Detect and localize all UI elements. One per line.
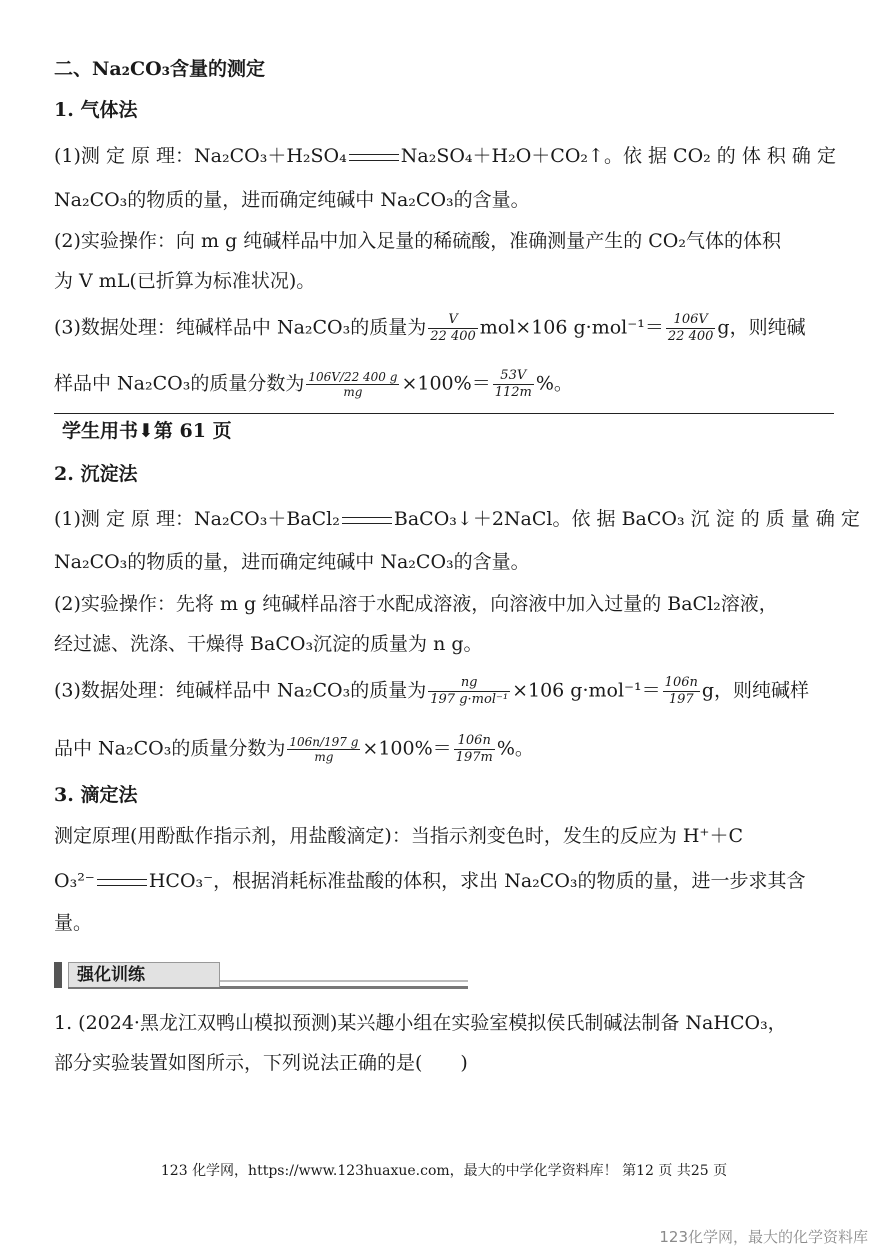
question-1-line2: 部分实验装置如图所示，下列说法正确的是( ) bbox=[54, 1052, 468, 1074]
ppt-data-label: (3)数据处理：纯碱样品中 Na₂CO₃的质量为 bbox=[54, 679, 427, 702]
titration-line1: 测定原理(用酚酞作指示剂，用盐酸滴定)：当指示剂变色时，发生的反应为 H⁺＋C bbox=[54, 825, 744, 847]
fraction-denominator: 197 g·mol⁻¹ bbox=[430, 692, 509, 707]
fraction-denominator: 22 400 bbox=[667, 329, 714, 344]
gas-principle-suffix: 。依 据 CO₂ 的 体 积 确 定 bbox=[603, 145, 836, 167]
gas-operation-line2: 为 V mL(已折算为标准状况)。 bbox=[54, 270, 316, 292]
divider bbox=[54, 413, 834, 414]
gas-principle-label: (1)测 定 原 理： bbox=[54, 145, 195, 167]
practice-section-tag bbox=[54, 962, 414, 988]
ppt-eq-left: Na₂CO₃＋BaCl₂ bbox=[194, 508, 340, 530]
gas-data-mid: mol×106 g·mol⁻¹＝ bbox=[479, 316, 664, 339]
ppt-data-mid: ×106 g·mol⁻¹＝ bbox=[512, 679, 661, 702]
tag-bar bbox=[54, 962, 62, 988]
fraction bbox=[493, 368, 534, 401]
fraction bbox=[666, 312, 716, 345]
practice-label: 强化训练 bbox=[68, 962, 220, 987]
fraction-denominator: 197m bbox=[455, 750, 493, 765]
ppt-data-line2 bbox=[54, 733, 534, 766]
fraction-numerator: 106n/197 g bbox=[289, 735, 359, 749]
titration-eq-left: O₃²⁻ bbox=[54, 870, 95, 892]
ppt-eq-right: BaCO₃↓＋2NaCl bbox=[393, 508, 553, 530]
gas-fraction-label: 样品中 Na₂CO₃的质量分数为 bbox=[54, 372, 305, 395]
page-footer: 123 化学网，https://www.123huaxue.com，最大的中学化学资料库！ 第12 页 共25 页 bbox=[160, 1163, 728, 1179]
fraction-numerator: 106V/22 400 g bbox=[308, 370, 398, 384]
fraction-numerator: 106V bbox=[666, 312, 716, 329]
gas-data-line2 bbox=[54, 368, 573, 401]
fraction-numerator: ng bbox=[428, 675, 510, 692]
ppt-data-suffix: g，则纯碱样 bbox=[701, 679, 810, 702]
fraction-numerator: 53V bbox=[493, 368, 534, 385]
fraction bbox=[428, 312, 478, 345]
question-1-line1: 1. (2024·黑龙江双鸭山模拟预测)某兴趣小组在实验室模拟侯氏制碱法制备 NaHCO₃， bbox=[54, 1012, 787, 1034]
gas-data-line1 bbox=[54, 312, 806, 345]
watermark: 123化学网，最大的化学资料库 bbox=[659, 1228, 868, 1246]
titration-eq-right: HCO₃⁻，根据消耗标准盐酸的体积，求出 Na₂CO₃的物质的量，进一步求其含 bbox=[148, 870, 806, 892]
ppt-operation-line2: 经过滤、洗涤、干燥得 BaCO₃沉淀的质量为 n g。 bbox=[54, 633, 483, 655]
gas-fraction-mid: ×100%＝ bbox=[401, 372, 491, 395]
titration-line2 bbox=[54, 868, 806, 894]
ppt-operation-line1: (2)实验操作：先将 m g 纯碱样品溶于水配成溶液，向溶液中加入过量的 BaCl₂溶液， bbox=[54, 593, 778, 615]
fraction bbox=[454, 733, 495, 766]
fraction-numerator: 106n bbox=[454, 733, 495, 750]
ppt-principle-line2: Na₂CO₃的物质的量，进而确定纯碱中 Na₂CO₃的含量。 bbox=[54, 551, 530, 573]
ppt-principle-line1 bbox=[54, 506, 860, 532]
fraction bbox=[428, 675, 510, 708]
method-gas-title: 1. 气体法 bbox=[54, 99, 138, 121]
tag-underline-light bbox=[210, 980, 468, 982]
student-book-ref: 学生用书⬇第 61 页 bbox=[62, 420, 232, 442]
ppt-fraction-mid: ×100%＝ bbox=[362, 737, 452, 760]
fraction-denominator: mg bbox=[343, 385, 363, 399]
fraction bbox=[287, 735, 360, 764]
gas-data-suffix: g，则纯碱 bbox=[717, 316, 806, 339]
section-title: 二、Na₂CO₃含量的测定 bbox=[54, 58, 265, 80]
ppt-data-line1 bbox=[54, 675, 809, 708]
fraction-denominator: 22 400 bbox=[430, 329, 476, 344]
fraction-denominator: 112m bbox=[494, 385, 532, 400]
equals-arrow bbox=[349, 154, 399, 161]
titration-line3: 量。 bbox=[54, 912, 93, 934]
gas-principle-line1 bbox=[54, 143, 836, 169]
fraction-numerator: 106n bbox=[664, 675, 698, 690]
fraction bbox=[306, 370, 399, 399]
gas-data-label: (3)数据处理：纯碱样品中 Na₂CO₃的质量为 bbox=[54, 316, 427, 339]
equals-arrow bbox=[342, 517, 392, 524]
gas-fraction-suffix: %。 bbox=[535, 372, 573, 395]
fraction bbox=[663, 675, 700, 708]
method-precipitate-title: 2. 沉淀法 bbox=[54, 463, 138, 485]
gas-principle-line2: Na₂CO₃的物质的量，进而确定纯碱中 Na₂CO₃的含量。 bbox=[54, 189, 530, 211]
method-titration-title: 3. 滴定法 bbox=[54, 784, 138, 806]
fraction-numerator: V bbox=[428, 312, 478, 329]
ppt-principle-suffix: 。依 据 BaCO₃ 沉 淀 的 质 量 确 定 bbox=[552, 508, 860, 530]
fraction-denominator: 197 bbox=[668, 692, 694, 707]
ppt-principle-label: (1)测 定 原 理： bbox=[54, 508, 195, 530]
equals-arrow bbox=[97, 879, 147, 886]
fraction-denominator: mg bbox=[314, 750, 334, 764]
gas-operation-line1: (2)实验操作：向 m g 纯碱样品中加入足量的稀硫酸，准确测量产生的 CO₂气体的体积 bbox=[54, 230, 781, 252]
ppt-fraction-suffix: %。 bbox=[496, 737, 534, 760]
ppt-fraction-label: 品中 Na₂CO₃的质量分数为 bbox=[54, 737, 286, 760]
gas-eq-right: Na₂SO₄＋H₂O＋CO₂↑ bbox=[400, 145, 604, 167]
gas-eq-left: Na₂CO₃＋H₂SO₄ bbox=[194, 145, 347, 167]
